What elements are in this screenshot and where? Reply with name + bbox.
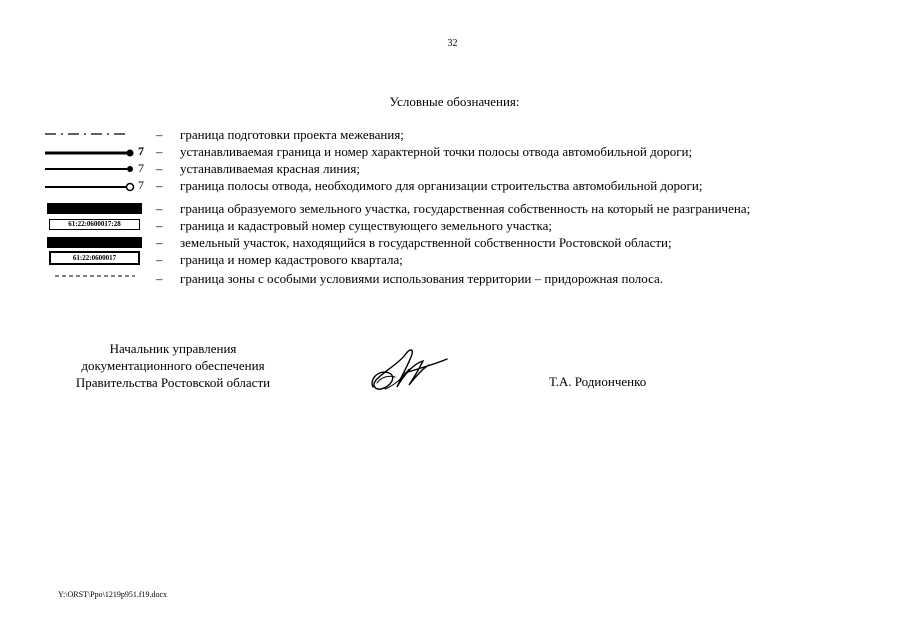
line-open-point-symbol: [0, 177, 160, 194]
legend-dash: –: [156, 218, 163, 233]
black-bar-symbol: [0, 200, 160, 217]
legend-dash: –: [156, 178, 163, 193]
signatory-position-line1: Начальник управления: [109, 341, 237, 356]
legend-dash: –: [156, 161, 163, 176]
legend-dash: –: [156, 271, 163, 286]
legend-description: граница подготовки проекта межевания;: [180, 127, 404, 142]
cadastral-quarter-symbol: [0, 251, 160, 268]
page-number: 32: [447, 38, 458, 49]
signatory-position-line3: Правительства Ростовской области: [75, 375, 271, 390]
legend-row-project-boundary: [0, 126, 905, 143]
legend-description: граница зоны с особыми условиями использования территории – придорожная полоса.: [180, 271, 664, 286]
legend-row-right-of-way-boundary: [0, 143, 905, 160]
legend-dash: –: [156, 252, 163, 267]
point-number: 7: [138, 161, 144, 175]
signer-name: Т.А. Родионченко: [549, 374, 647, 389]
cadastral-number-symbol: [0, 217, 160, 234]
dash-dot-line-symbol: [0, 126, 160, 143]
legend-description: земельный участок, находящийся в государственной собственности Ростовской области;: [180, 235, 672, 250]
legend-row-state-land-plot: [0, 234, 905, 251]
legend-dash: –: [156, 235, 163, 250]
legend-row-construction-strip: [0, 177, 905, 194]
point-number: 7: [138, 178, 144, 192]
legend-title: Условные обозначения:: [389, 94, 520, 109]
handwritten-signature: [365, 343, 455, 400]
black-bar-symbol: [0, 234, 160, 251]
dashed-line-symbol: [0, 270, 160, 287]
legend-description: устанавливаемая красная линия;: [180, 161, 360, 176]
cadastral-number-label: 61:22:0600017:28: [49, 219, 140, 230]
legend-row-new-land-plot: [0, 200, 905, 217]
legend-description: устанавливаемая граница и номер характерной точки полосы отвода автомобильной дороги;: [180, 144, 693, 159]
legend-dash: –: [156, 144, 163, 159]
legend-description: граница и кадастровый номер существующего земельного участка;: [180, 218, 553, 233]
legend-row-existing-land-plot: [0, 217, 905, 234]
legend-description: граница образуемого земельного участка, государственная собственность на который не разграничена;: [180, 201, 751, 216]
legend-dash: –: [156, 201, 163, 216]
legend-row-red-line: [0, 160, 905, 177]
legend-row-cadastral-quarter: [0, 251, 905, 268]
point-number: 7: [138, 144, 144, 158]
legend-description: граница и номер кадастрового квартала;: [180, 252, 403, 267]
line-filled-point-symbol: [0, 160, 160, 177]
legend-dash: –: [156, 127, 163, 142]
signatory-position: [58, 340, 288, 391]
legend-row-roadside-zone: [0, 270, 905, 287]
bold-line-filled-point-symbol: [0, 143, 160, 160]
legend-description: граница полосы отвода, необходимого для организации строительства автомобильной дороги;: [180, 178, 703, 193]
file-path: Y:\ORST\Ppo\1219p951.f19.docx: [58, 590, 168, 599]
signatory-position-line2: документационного обеспечения: [81, 358, 265, 373]
cadastral-quarter-label: 61:22:0600017: [49, 251, 140, 265]
